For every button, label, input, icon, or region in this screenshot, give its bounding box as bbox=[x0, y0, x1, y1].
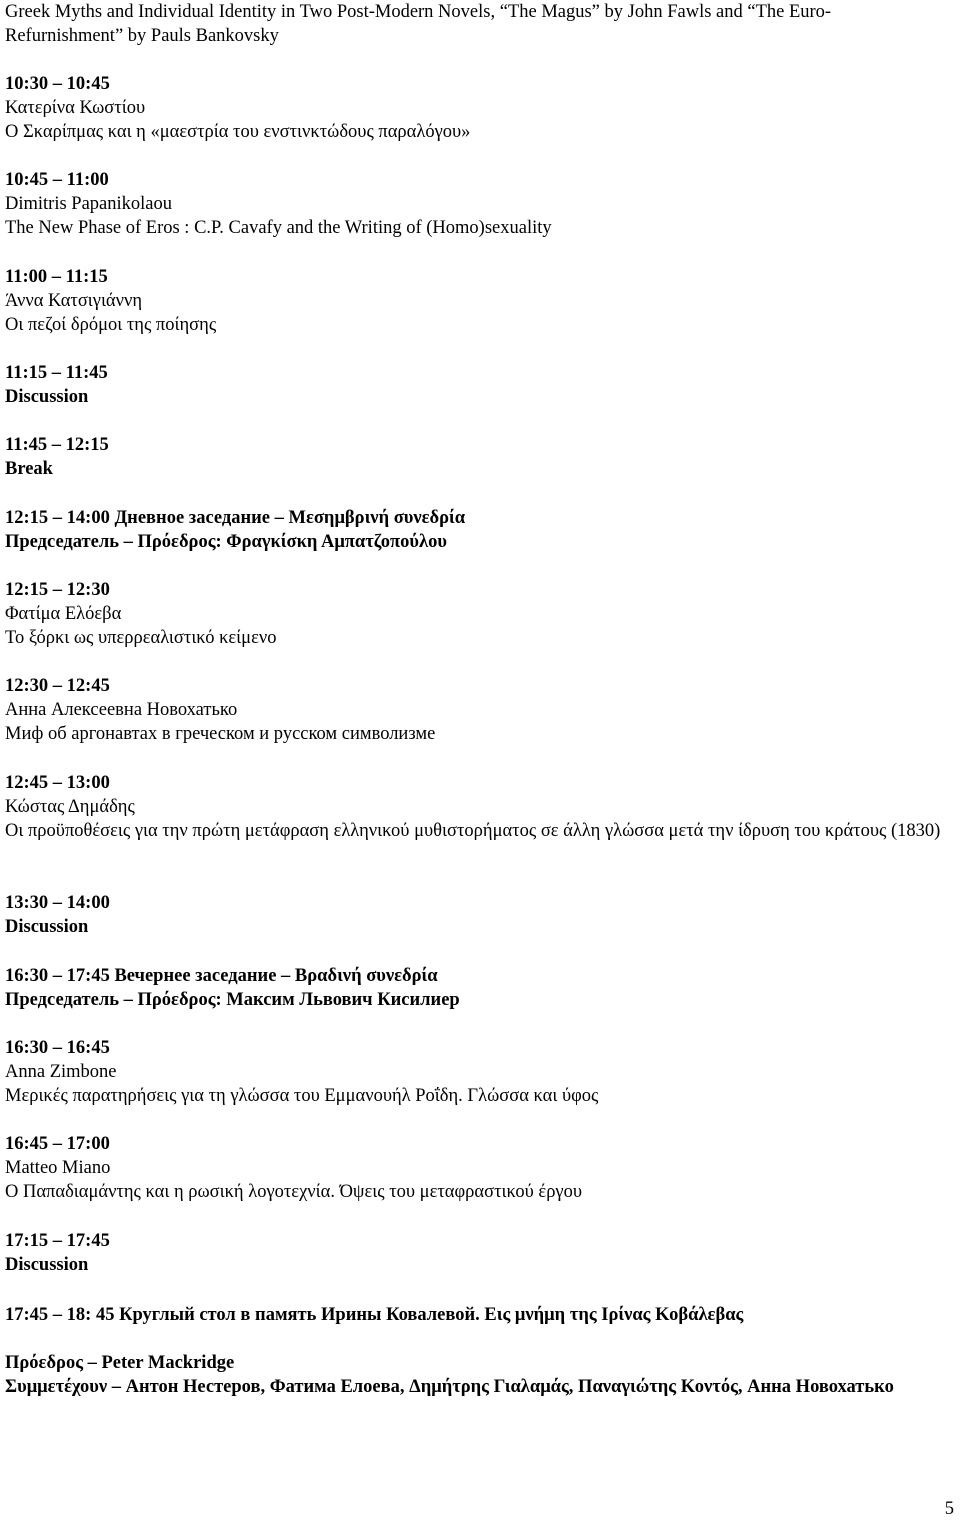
page-number: 5 bbox=[944, 1499, 954, 1519]
session-heading: 16:30 – 17:45 Вечернее заседание – Βραδινή συνεδρία bbox=[5, 966, 438, 986]
slot-time: 13:30 – 14:00 bbox=[5, 893, 110, 913]
slot-speaker: Άννα Κατσιγιάννη bbox=[5, 291, 143, 311]
discussion-label: Discussion bbox=[5, 917, 89, 937]
slot-time: 10:30 – 10:45 bbox=[5, 74, 110, 94]
slot-speaker: Dimitris Papanikolaou bbox=[5, 194, 172, 214]
slot-time: 11:15 – 11:45 bbox=[5, 363, 108, 383]
session-chair: Председатель – Πρόεδρος: Максим Львович Кисилиер bbox=[5, 990, 460, 1010]
slot-time: 11:45 – 12:15 bbox=[5, 435, 109, 455]
slot-speaker: Anna Zimbone bbox=[5, 1062, 117, 1082]
slot-title: The New Phase of Eros : C.P. Cavafy and the Writing of (Homo)sexuality bbox=[5, 218, 552, 238]
header-title-line-1: Greek Myths and Individual Identity in Two Post-Modern Novels, “The Magus” by John Fawls and “The Euro- bbox=[5, 2, 832, 22]
discussion-label: Discussion bbox=[5, 387, 89, 407]
slot-time: 12:30 – 12:45 bbox=[5, 676, 110, 696]
discussion-label: Discussion bbox=[5, 1255, 89, 1275]
slot-speaker: Φατίμα Ελόεβα bbox=[5, 604, 122, 624]
slot-title: Μερικές παρατηρήσεις για τη γλώσσα του Εμμανουήλ Ροΐδη. Γλώσσα και ύφος bbox=[5, 1086, 599, 1106]
slot-speaker: Κατερίνα Κωστίου bbox=[5, 98, 146, 118]
slot-time: 12:15 – 12:30 bbox=[5, 580, 110, 600]
slot-title: Οι πεζοί δρόμοι της ποίησης bbox=[5, 315, 217, 335]
slot-title: Ο Παπαδιαμάντης και η ρωσική λογοτεχνία. Όψεις του μεταφραστικού έργου bbox=[5, 1182, 583, 1202]
slot-time: 16:45 – 17:00 bbox=[5, 1134, 110, 1154]
slot-title: Миф об аргонавтах в греческом и русском символизме bbox=[5, 724, 436, 744]
slot-time: 12:45 – 13:00 bbox=[5, 773, 110, 793]
slot-speaker: Κώστας Δημάδης bbox=[5, 797, 135, 817]
roundtable-participants: Συμμετέχουν – Антон Нестеров, Фатима Елоева, Δημήτρης Γιαλαμάς, Παναγιώτης Κοντός, Анна Новохатько bbox=[5, 1377, 894, 1397]
slot-time: 10:45 – 11:00 bbox=[5, 170, 109, 190]
session-chair: Председатель – Πρόεδρος: Φραγκίσκη Αμπατζοπούλου bbox=[5, 532, 447, 552]
slot-title: Οι προϋποθέσεις για την πρώτη μετάφραση ελληνικού μυθιστορήματος σε άλλη γλώσσα μετά την ίδρυση του κράτους (1830) bbox=[5, 821, 941, 841]
slot-title: Το ξόρκι ως υπερρεαλιστικό κείμενο bbox=[5, 628, 277, 648]
roundtable-heading: 17:45 – 18: 45 Круглый стол в память Ирины Ковалевой. Εις μνήμη της Ιρίνας Κοβάλεβας bbox=[5, 1305, 744, 1325]
slot-speaker: Анна Алексеевна Новохатько bbox=[5, 700, 238, 720]
header-title-line-2: Refurnishment” by Pauls Bankovsky bbox=[5, 26, 279, 46]
slot-speaker: Matteo Miano bbox=[5, 1158, 111, 1178]
slot-time: 16:30 – 16:45 bbox=[5, 1038, 110, 1058]
slot-time: 11:00 – 11:15 bbox=[5, 267, 108, 287]
roundtable-chair: Πρόεδρος – Peter Mackridge bbox=[5, 1353, 235, 1373]
header-title bbox=[5, 0, 958, 48]
slot-title: Ο Σκαρίπμας και η «μαεστρία του ενστινκτώδους παραλόγου» bbox=[5, 122, 471, 142]
break-label: Break bbox=[5, 459, 53, 479]
slot-time: 17:15 – 17:45 bbox=[5, 1231, 110, 1251]
session-heading: 12:15 – 14:00 Дневное заседание – Μεσημβρινή συνεδρία bbox=[5, 508, 466, 528]
